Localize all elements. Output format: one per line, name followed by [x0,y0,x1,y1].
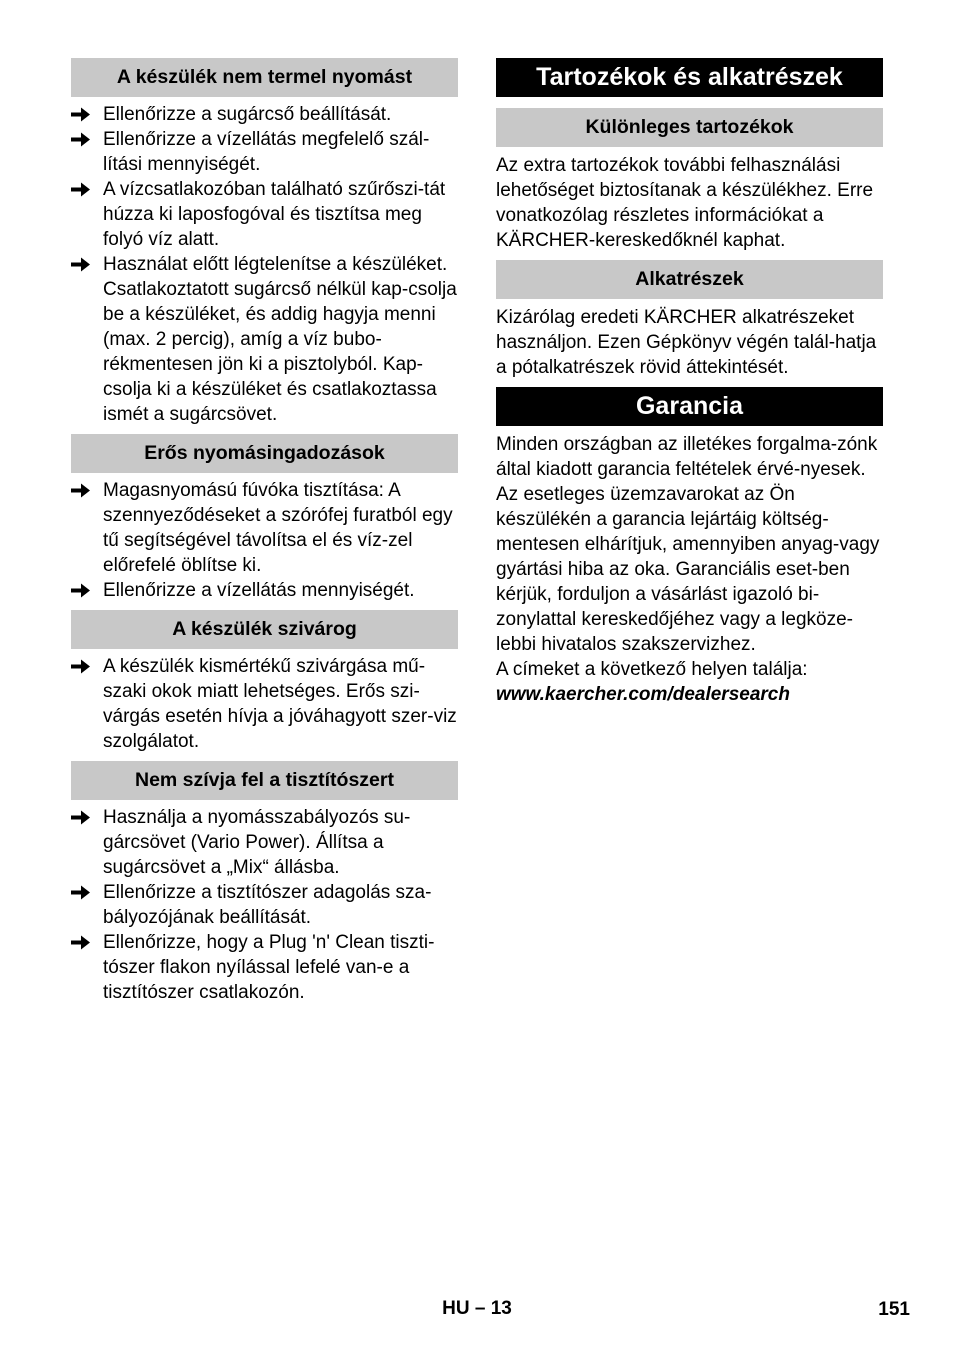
spare-parts-text: Kizárólag eredeti KÄRCHER alkatrészeket használjon. Ezen Gépkönyv végén talál-hatja a pótalkatrészek rövid áttekintését. [496,307,877,378]
warranty-text: Minden országban az illetékes forgalma-zónk által kiadott garancia feltételek érvé-nyesek. Az esetleges üzemzavarokat az Ön készülékén a garancia lejártáig költség-mentesen elhárítjuk, amennyiben anyag-vagy gyártási hiba az oka. Garanciális eset-ben kérjük, forduljon a vásárlást igazoló bi-zonylattal kereskedőjéhez vagy a legköze-lebbi hivatalos szakszervizhez. [496,434,880,655]
page-number: 151 [878,1299,910,1320]
list-item-text: Használat előtt légtelenítse a készüléket. Csatlakoztatott sugárcső nélkül kap-csolja be a készüléket, és addig hagyja menni (max. 2 percig), amíg a víz bubo-rékmentesen jön ki a pisztolyból. Kap-csolja ki a készüléket és csatlakoztassa ismét a sugárcsövet. [103,254,457,425]
list-item-text: Ellenőrizze a tisztítószer adagolás sza-bályozójának beállítását. [103,882,432,928]
list-item [71,252,458,427]
list-item [71,102,458,127]
arrow-right-icon [71,805,95,830]
bullet-list [71,654,458,754]
list-item-text: Ellenőrizze a sugárcső beállítását. [103,104,392,125]
list-item [71,127,458,177]
section-heading: Nem szívja fel a tisztítószert [71,761,458,800]
arrow-right-icon [71,252,95,277]
bullet-list [71,102,458,427]
special-accessories-text: Az extra tartozékok további felhasználási lehetőséget biztosítanak a készülékhez. Erre vonatkozólag részletes információkat a KÄRCHER-kereskedőknél kaphat. [496,155,874,251]
address-text: A címeket a következő helyen találja: [496,659,808,680]
section-heading: A készülék nem termel nyomást [71,58,458,97]
bullet-list [71,478,458,603]
list-item-text: Ellenőrizze a vízellátás megfelelő szál-lítási mennyiségét. [103,129,430,175]
list-item-text: Magasnyomású fúvóka tisztítása: A szennyeződéseket a szórófej furatból egy tű segítségével távolítsa el és víz-zel előrefelé öblítse ki. [103,480,453,576]
left-column [71,58,458,1012]
troubleshooting-sections [71,58,458,1005]
list-item-text: A készülék kismértékű szivárgása mű-szaki okok miatt lehetséges. Erős szi-várgás esetén hívja a jóváhagyott szer-viz szolgálatot. [103,656,457,752]
list-item [71,930,458,1005]
list-item [71,805,458,880]
list-item-text: Használja a nyomásszabályozós su-gárcsövet (Vario Power). Állítsa a sugárcsövet a „Mix“ állásba. [103,807,411,878]
list-item [71,880,458,930]
arrow-right-icon [71,177,95,202]
list-item-text: Ellenőrizze, hogy a Plug 'n' Clean tiszti-tószer flakon nyílással lefelé van-e a tisztítószer csatlakozón. [103,932,435,1003]
arrow-right-icon [71,654,95,679]
arrow-right-icon [71,478,95,503]
list-item [71,578,458,603]
dealer-search-link[interactable]: www.kaercher.com/dealersearch [496,684,790,705]
bullet-list [71,805,458,1005]
arrow-right-icon [71,578,95,603]
arrow-right-icon [71,930,95,955]
warranty-heading: Garancia [496,387,883,426]
right-column [496,58,883,707]
arrow-right-icon [71,127,95,152]
footer-section-label: HU – 13 [442,1298,512,1319]
section-heading: A készülék szivárog [71,610,458,649]
list-item [71,654,458,754]
list-item-text: A vízcsatlakozóban található szűrőszi-tát húzza ki laposfogóval és tisztítsa meg folyó víz alatt. [103,179,446,250]
arrow-right-icon [71,102,95,127]
list-item [71,177,458,252]
section-heading: Erős nyomásingadozások [71,434,458,473]
arrow-right-icon [71,880,95,905]
list-item [71,478,458,578]
special-accessories-heading: Különleges tartozékok [496,108,883,147]
spare-parts-heading: Alkatrészek [496,260,883,299]
list-item-text: Ellenőrizze a vízellátás mennyiségét. [103,580,415,601]
accessories-heading: Tartozékok és alkatrészek [496,58,883,97]
